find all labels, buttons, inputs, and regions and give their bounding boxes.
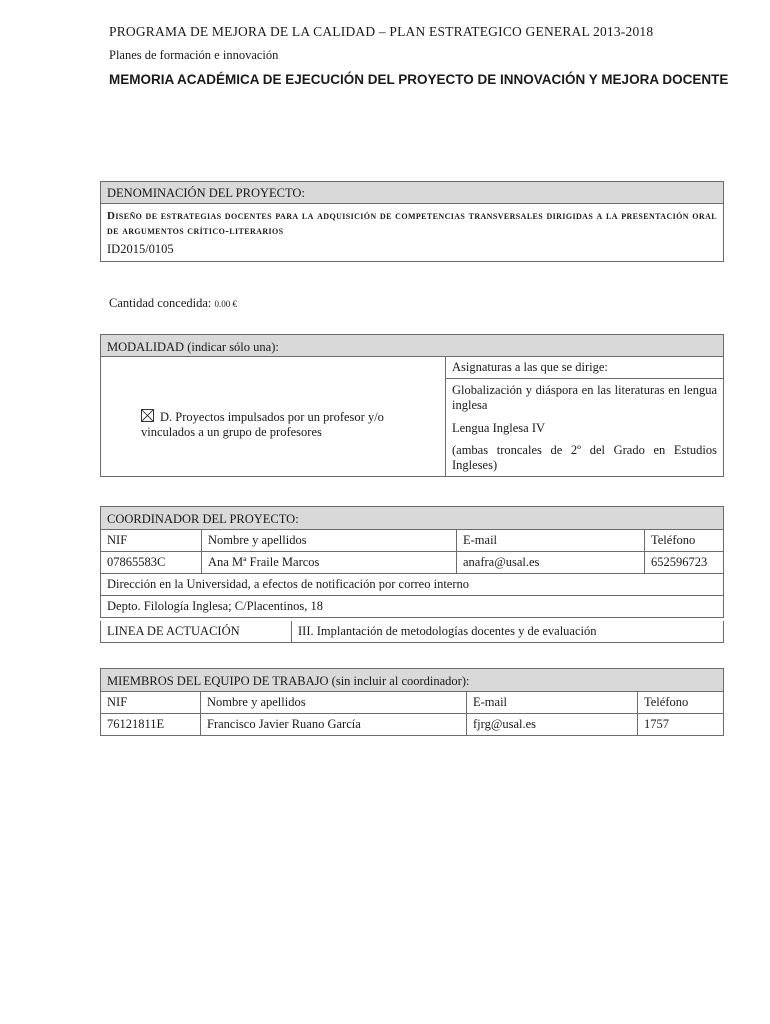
cantidad-concedida [109, 296, 237, 311]
cantidad-value: 0.00 € [214, 299, 238, 309]
denominacion-table [100, 181, 724, 262]
coordinador-table [100, 506, 724, 618]
address-value: Depto. Filología Inglesa; C/Placentinos, 18 [101, 596, 724, 618]
member-name: Francisco Javier Ruano García [201, 714, 467, 736]
subject-item: Lengua Inglesa IV [452, 421, 546, 435]
linea-label: LINEA DE ACTUACIÓN [101, 621, 292, 642]
subject-item: Globalización y diáspora en las literaturas en lengua inglesa [452, 383, 717, 412]
miembros-header-nif: NIF [101, 692, 201, 714]
linea-table [100, 621, 724, 643]
project-id: ID2015/0105 [107, 242, 174, 256]
miembros-header-phone: Teléfono [638, 692, 724, 714]
coordinador-email: anafra@usal.es [457, 552, 645, 574]
member-email: fjrg@usal.es [467, 714, 638, 736]
denominacion-label: DENOMINACIÓN DEL PROYECTO: [101, 182, 724, 204]
coordinador-header-name: Nombre y apellidos [202, 530, 457, 552]
project-name: Diseño de estrategias docentes para la adquisición de competencias transversales dirigidas a la presentación oral de argumentos crítico-literarios [107, 210, 717, 237]
coordinador-header-phone: Teléfono [645, 530, 724, 552]
document-title: MEMORIA ACADÉMICA DE EJECUCIÓN DEL PROYECTO DE INNOVACIÓN Y MEJORA DOCENTE [109, 72, 729, 87]
coordinador-nif: 07865583C [101, 552, 202, 574]
coordinador-name: Ana Mª Fraile Marcos [202, 552, 457, 574]
table-row [101, 552, 724, 574]
linea-value: III. Implantación de metodologías docentes y de evaluación [292, 621, 724, 642]
modalidad-option: D. Proyectos impulsados por un profesor y/o vinculados a un grupo de profesores [141, 410, 384, 439]
coordinador-header-email: E-mail [457, 530, 645, 552]
modalidad-label: MODALIDAD (indicar sólo una): [101, 335, 724, 357]
program-header: PROGRAMA DE MEJORA DE LA CALIDAD – PLAN ESTRATEGICO GENERAL 2013-2018 [109, 24, 654, 39]
subjects-header: Asignaturas a las que se dirige: [446, 357, 724, 379]
miembros-header-email: E-mail [467, 692, 638, 714]
miembros-table [100, 668, 724, 736]
modalidad-option-cell [101, 357, 446, 477]
coordinador-header-nif: NIF [101, 530, 202, 552]
coordinador-phone: 652596723 [645, 552, 724, 574]
modalidad-checkbox[interactable] [141, 409, 154, 422]
subjects-list [446, 379, 724, 477]
miembros-header-name: Nombre y apellidos [201, 692, 467, 714]
table-row [101, 714, 724, 736]
cantidad-label: Cantidad concedida: [109, 296, 212, 310]
member-nif: 76121811E [101, 714, 201, 736]
member-phone: 1757 [638, 714, 724, 736]
coordinador-label: COORDINADOR DEL PROYECTO: [101, 507, 724, 530]
miembros-label: MIEMBROS DEL EQUIPO DE TRABAJO (sin incluir al coordinador): [101, 669, 724, 692]
address-label: Dirección en la Universidad, a efectos de notificación por correo interno [101, 574, 724, 596]
subject-item: (ambas troncales de 2º del Grado en Estudios Ingleses) [452, 443, 717, 472]
denominacion-content [101, 204, 724, 262]
modalidad-table [100, 334, 724, 477]
program-subtitle: Planes de formación e innovación [109, 48, 279, 62]
